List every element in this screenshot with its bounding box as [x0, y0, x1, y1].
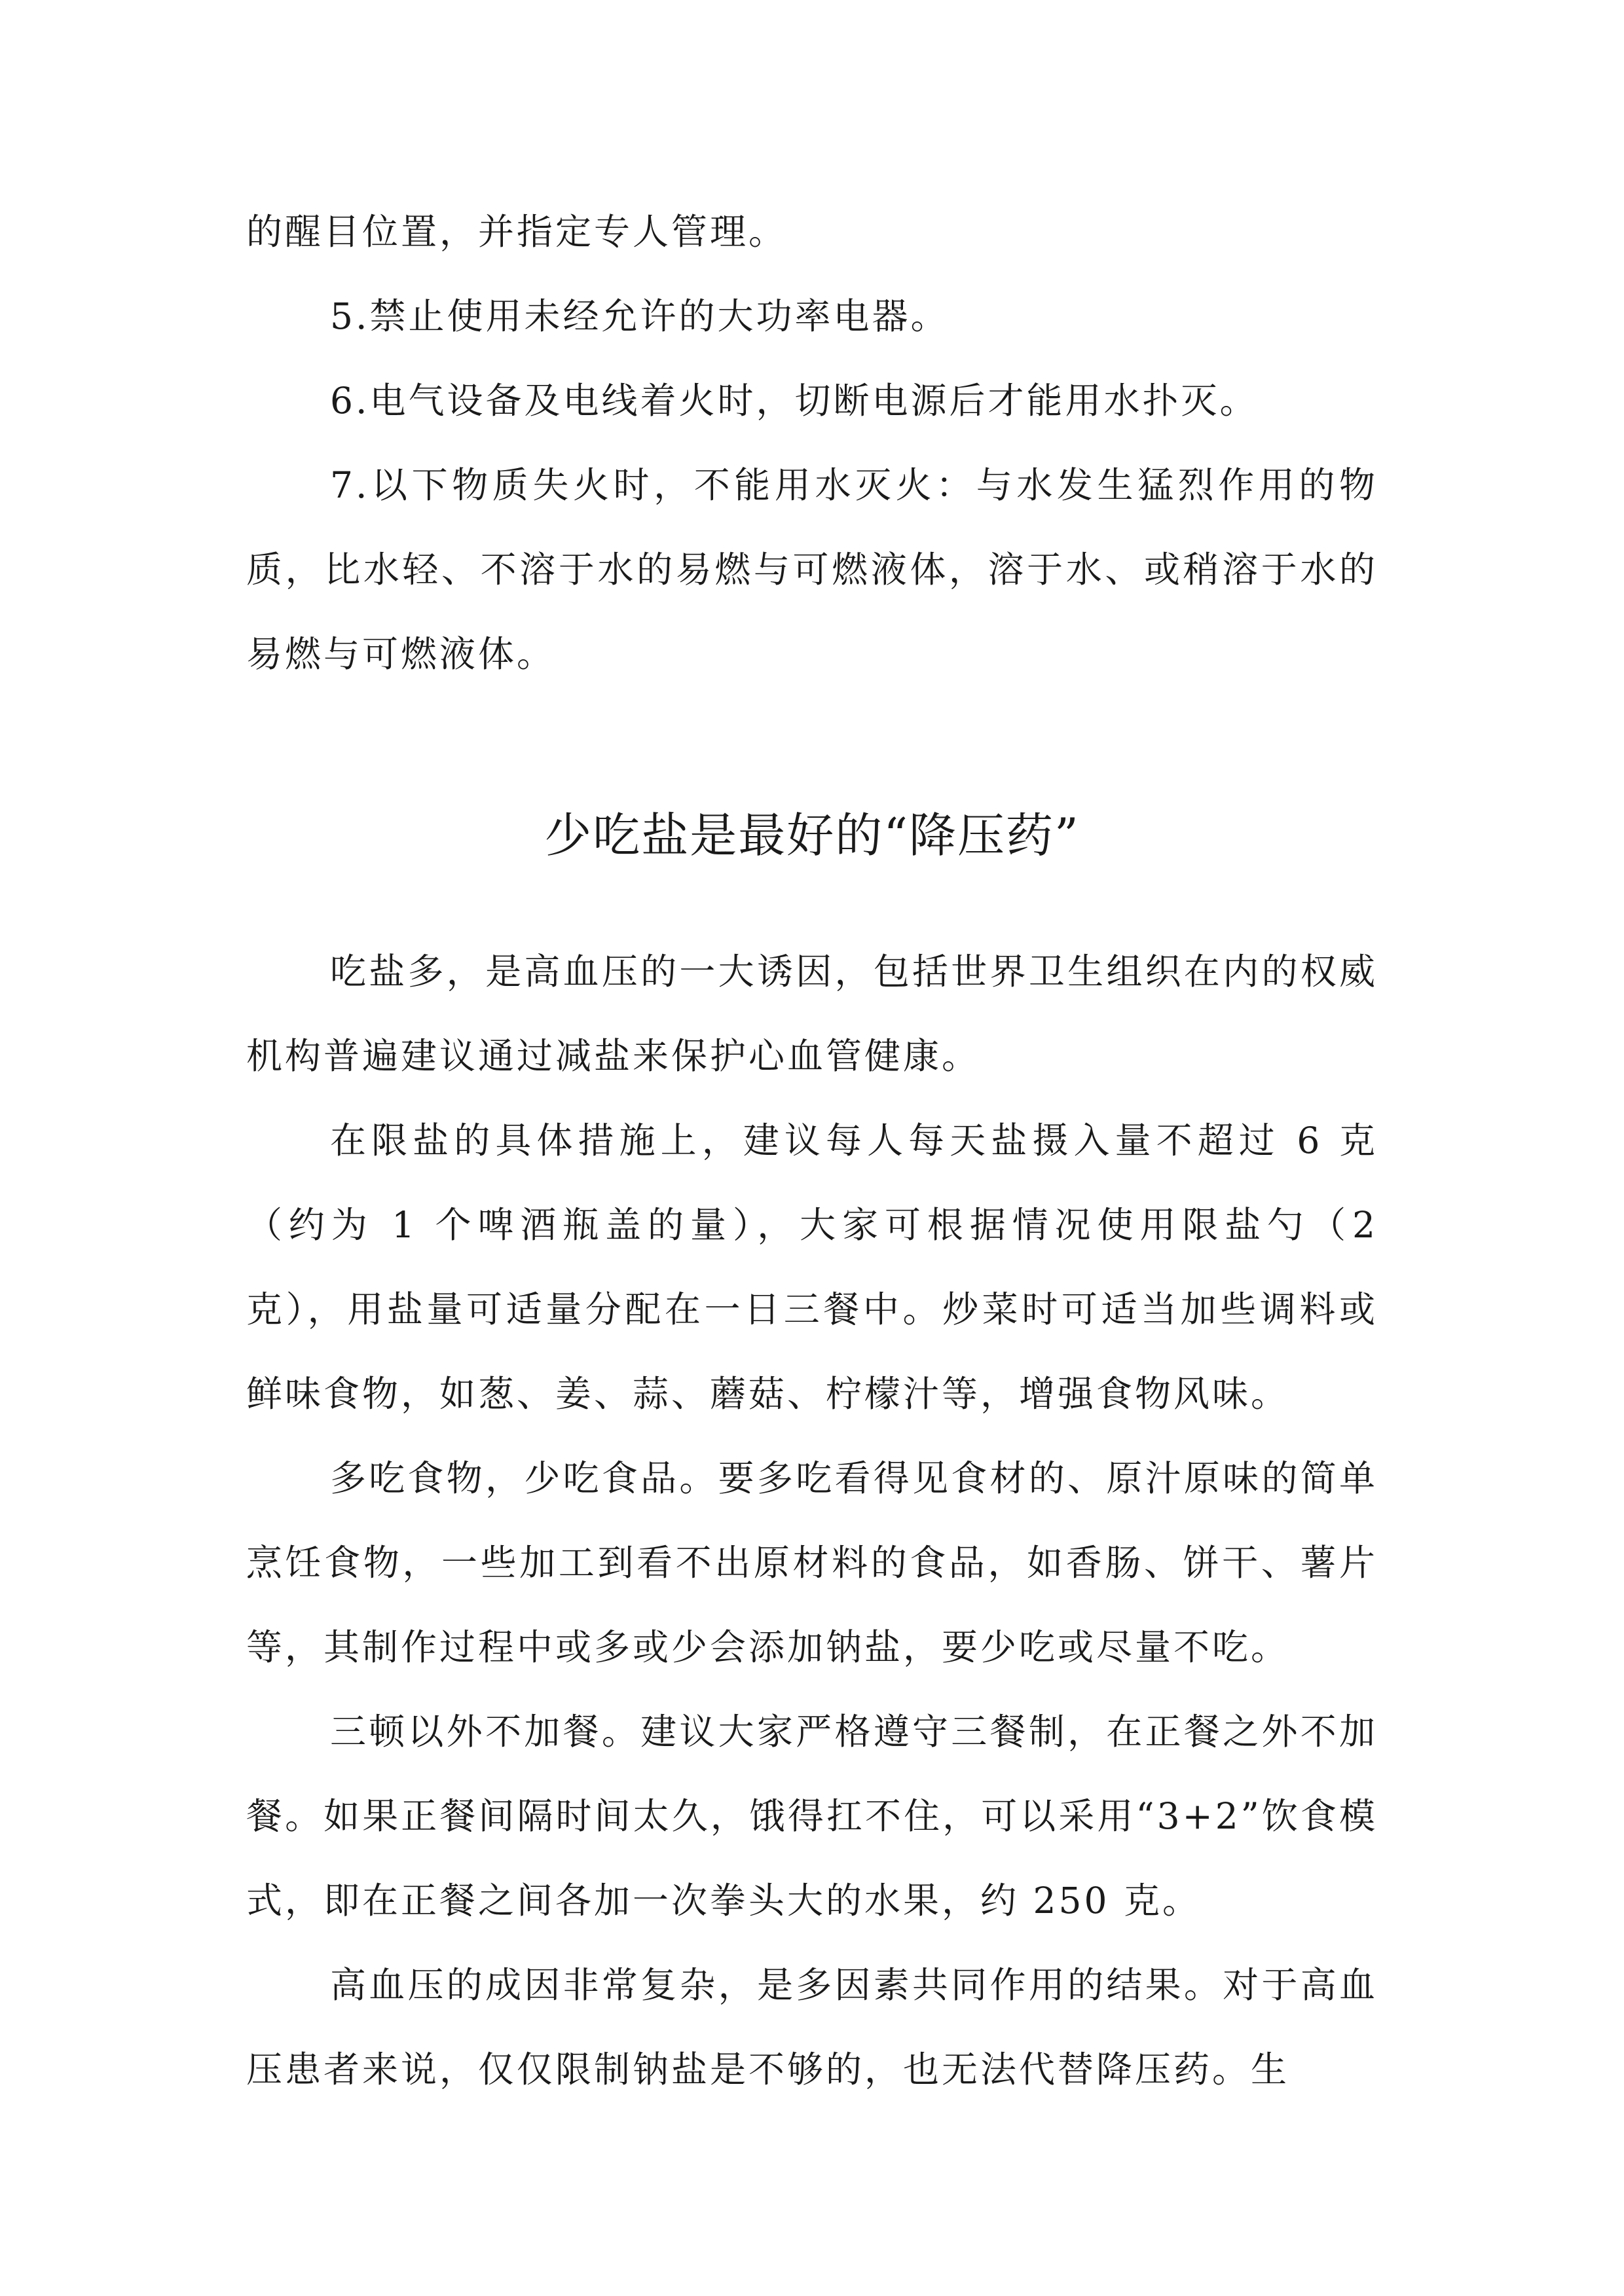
article-paragraph-2: 在限盐的具体措施上，建议每人每天盐摄入量不超过 6 克（约为 1 个啤酒瓶盖的量），大家可根据情况使用限盐勺（2 克），用盐量可适量分配在一日三餐中。炒菜时可适当加些调料或鲜味食物，如葱、姜、蒜、蘑菇、柠檬汁等，增强食物风味。	[246, 1120, 1378, 1415]
article-paragraph-5: 高血压的成因非常复杂，是多因素共同作用的结果。对于高血压患者来说，仅仅限制钠盐是不够的，也无法代替降压药。生	[246, 1964, 1378, 2090]
rule-item-5: 5.禁止使用未经允许的大功率电器。	[330, 295, 950, 337]
article-title: 少吃盐是最好的“降压药”	[544, 808, 1080, 863]
rule-item-6: 6.电气设备及电线着火时，切断电源后才能用水扑灭。	[330, 380, 1259, 422]
rule-item-7: 7.以下物质失火时，不能用水灭火：与水发生猛烈作用的物质，比水轻、不溶于水的易燃与可燃液体，溶于水、或稍溶于水的易燃与可燃液体。	[246, 464, 1378, 675]
article-paragraph-1: 吃盐多，是高血压的一大诱因，包括世界卫生组织在内的权威机构普遍建议通过减盐来保护心血管健康。	[246, 951, 1378, 1077]
document-content	[246, 190, 1378, 2112]
article-paragraph-3: 多吃食物，少吃食品。要多吃看得见食材的、原汁原味的简单烹饪食物，一些加工到看不出原材料的食品，如香肠、饼干、薯片等，其制作过程中或多或少会添加钠盐，要少吃或尽量不吃。	[246, 1457, 1378, 1668]
article-paragraph-4: 三顿以外不加餐。建议大家严格遵守三餐制，在正餐之外不加餐。如果正餐间隔时间太久，饿得扛不住，可以采用“3+2”饮食模式，即在正餐之间各加一次拳头大的水果，约 250 克。	[246, 1711, 1378, 1922]
paragraph-continued: 的醒目位置，并指定专人管理。	[246, 211, 788, 253]
